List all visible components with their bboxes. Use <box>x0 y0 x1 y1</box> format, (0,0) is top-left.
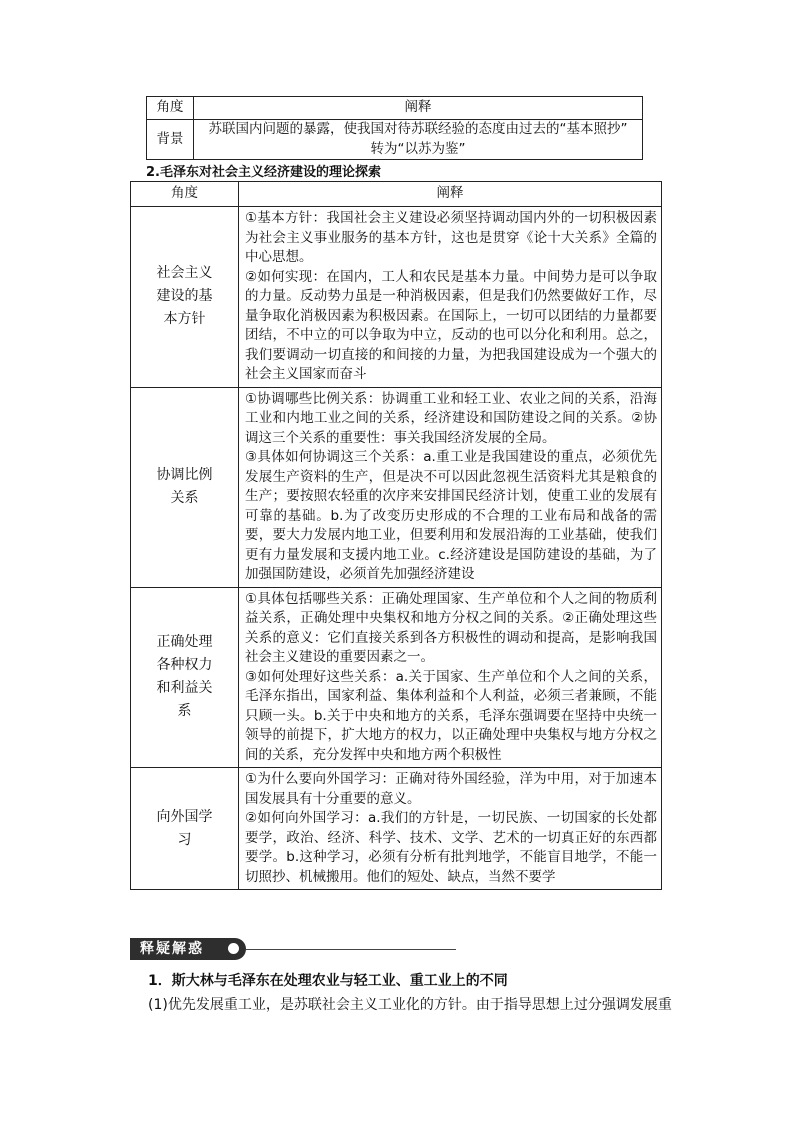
table1-head-val: 阐释 <box>194 97 643 120</box>
table2-head-val: 阐释 <box>239 182 662 207</box>
row-key-learn-abroad: 向外国学习 <box>131 768 239 890</box>
table1-head-key: 角度 <box>147 97 194 120</box>
row-val-learn-abroad <box>239 768 662 890</box>
table2-caption: 2.毛泽东对社会主义经济建设的理论探索 <box>146 165 381 180</box>
paragraph: ②如何向外国学习：a.我们的方针是，一切民族、一切国家的长处都要学，政治、经济、科学、技术、文学、艺术的一切真正好的东西都要学。b.这种学习，必须有分析有批判地学，不能盲目地学，不能一切照抄、机械搬用。他们的短处、缺点，当然不要学 <box>245 810 657 885</box>
table1-row-line1: 苏联国内问题的暴露，使我国对待苏联经验的态度由过去的“基本照抄” <box>208 121 628 137</box>
row-val-proportion <box>239 387 662 587</box>
background-table <box>146 96 643 160</box>
paragraph: ①具体包括哪些关系：正确处理国家、生产单位和个人之间的物质利益关系，正确处理中央集权和地方分权之间的关系。②正确处理这些关系的意义：它们直接关系到各方积极性的调动和提高，是影响我国社会主义建设的重要因素之一。 <box>245 590 657 665</box>
row-val-power-interest <box>239 587 662 768</box>
divider <box>246 949 456 950</box>
paragraph: ①为什么要向外国学习：正确对待外国经验，洋为中用，对于加速本国发展具有十分重要的意义。 <box>245 771 657 807</box>
paragraph: ③如何处理好这些关系：a.关于国家、生产单位和个人之间的关系，毛泽东指出，国家利益、集体利益和个人利益，必须三者兼顾，不能只顾一头。b.关于中央和地方的关系，毛泽东强调要在坚持中央统一领导的前提下，扩大地方的权力，以正确处理中央集权与地方分权之间的关系，充分发挥中央和地方两个积极性 <box>245 668 657 763</box>
dot-icon <box>228 943 239 954</box>
paragraph: ①基本方针：我国社会主义建设必须坚持调动国内外的一切积极因素为社会主义事业服务的基本方针，这也是贯穿《论十大关系》全篇的中心思想。 <box>245 210 657 265</box>
table1-row-key: 背景 <box>147 120 194 160</box>
question-title: 1．斯大林与毛泽东在处理农业与轻工业、重工业上的不同 <box>148 973 508 989</box>
section-tag: 释疑解惑 <box>130 938 246 960</box>
row-key-proportion: 协调比例关系 <box>131 387 239 587</box>
table-row <box>131 768 662 890</box>
table-row <box>131 587 662 768</box>
table1-row-val <box>194 120 643 160</box>
table-row <box>131 207 662 388</box>
question-body: (1)优先发展重工业，是苏联社会主义工业化的方针。由于指导思想上过分强调发展重 <box>148 997 672 1013</box>
paragraph: ②如何实现：在国内，工人和农民是基本力量。中间势力是可以争取的力量。反动势力虽是一种消极因素，但是我们仍然要做好工作，尽量争取化消极因素为积极因素。在国际上，一切可以团结的力量都要团结，不中立的可以争取为中立，反动的也可以分化和利用。总之，我们要调动一切直接的和间接的力量，为把我国建设成为一个强大的社会主义国家而奋斗 <box>245 268 657 382</box>
paragraph: ③具体如何协调这三个关系：a.重工业是我国建设的重点，必须优先发展生产资料的生产，但是决不可以因此忽视生活资料尤其是粮食的生产；要按照农轻重的次序来安排国民经济计划，使重工业的发展有可靠的基础。b.为了改变历史形成的不合理的工业布局和战备的需要，要大力发展内地工业，但要利用和发展沿海的工业基础，使我们更有力量发展和支援内地工业。c.经济建设是国防建设的基础，为了加强国防建设，必须首先加强经济建设 <box>245 449 657 582</box>
row-val-basic-policy <box>239 207 662 388</box>
section-header <box>130 938 460 960</box>
theory-table <box>130 181 662 890</box>
paragraph: ①协调哪些比例关系：协调重工业和轻工业、农业之间的关系，沿海工业和内地工业之间的关系，经济建设和国防建设之间的关系。②协调这三个关系的重要性：事关我国经济发展的全局。 <box>245 390 657 446</box>
table1-row-line2: 转为“以苏为鉴” <box>370 140 466 157</box>
row-key-power-interest: 正确处理各种权力和利益关系 <box>131 587 239 768</box>
table2-head-key: 角度 <box>131 182 239 207</box>
table-row <box>131 387 662 587</box>
row-key-basic-policy: 社会主义建设的基本方针 <box>131 207 239 388</box>
